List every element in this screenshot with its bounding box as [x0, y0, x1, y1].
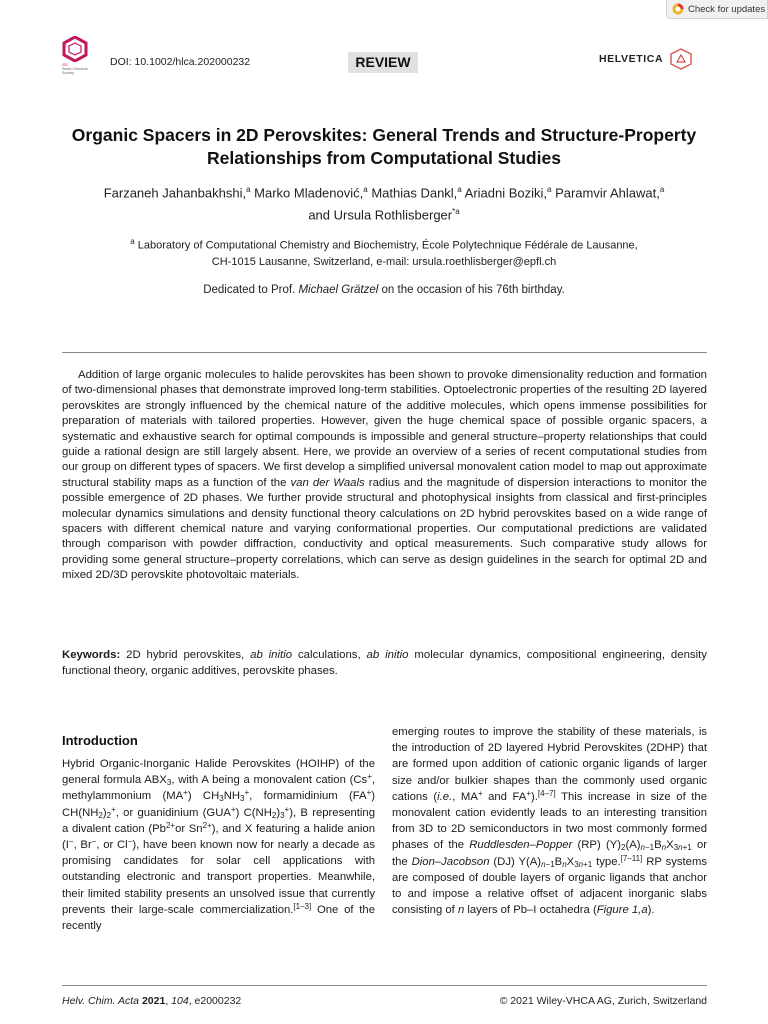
journal-logo [599, 48, 693, 70]
author-line-2 [50, 202, 718, 224]
footer-copyright: © 2021 Wiley-VHCA AG, Zurich, Switzerland [499, 995, 707, 1007]
keywords-label: Keywords: [62, 649, 121, 661]
article-title: Organic Spacers in 2D Perovskites: General Trends and Structure-Property Relationships from Computational Studies [71, 125, 697, 168]
affiliation-marker: a [130, 237, 135, 246]
keyword-italic: ab initio [366, 649, 409, 661]
author-name: Farzaneh Jahanbakhshi, [103, 185, 247, 201]
dedication-name: Michael Grätzel [298, 284, 379, 296]
author-name: Marko Mladenović, [250, 185, 364, 201]
dedication-text: Dedicated to Prof. [203, 284, 299, 296]
abstract-text: radius and the magnitude of dispersion interactions to monitor the possible emergence of 2D phases. We further provide structural and photophysical insights from classical and first-principles molecular dynamics simulations and density functional theory calculations on 2D hybrid perovskites based on a wide range of spacers with different chemical nature and varying conformational properties. Our computational predictions are validated through comparison with powder diffraction, conductivity and optical measurements. Such comparative study allows for providing some general structure–property correlations, which can serve as design guidelines in the search for optimal 2D and mixed 2D/3D perovskite photovoltaic materials. [62, 476, 707, 582]
affiliation-marker: a [246, 185, 251, 194]
footer-volume: 104 [171, 995, 189, 1007]
affiliation-line-2: CH-1015 Lausanne, Switzerland, e-mail: ursula.roethlisberger@epfl.ch [211, 255, 557, 268]
body-column-right: emerging routes to improve the stability of these materials, is the introduction of 2D layered Hybrid Perovskites (2DHP) that are formed upon addition of cationic organic ligands of larger size and/or bulkier shapes than the commonly used organic cations (i.e., MA+ and FA+).[4–7] This increase in size of the monovalent cation evidently leads to an interesting transition from 3D to 2D semiconductors in two most commonly formed phases of the Ruddlesden–Popper (RP) $(Y)_2(A)_{n-1}B_nX_{3n+1}$ or the Dion–Jacobson (DJ) $Y(A)_{n-1}B_nX_{3n+1}$ type.[7–11] RP systems are composed of double layers of organic ligands that anchor to and impose a relative offset of adjacent inorganic slabs consisting of n layers of Pb–I octahedra (Figure 1,a). [392, 726, 708, 917]
affiliation-marker: a [363, 185, 368, 194]
affiliation [80, 234, 688, 270]
affiliation-marker: a [547, 185, 552, 194]
affiliation-marker: a [457, 185, 462, 194]
footer-article: e2000232 [194, 995, 242, 1007]
keywords [62, 647, 707, 679]
affiliation-line-1: Laboratory of Computational Chemistry and Biochemistry, École Polytechnique Fédérale de Lausanne, [137, 239, 638, 252]
affiliation-marker: *a [452, 207, 460, 217]
hexagon-logo-icon [62, 36, 88, 62]
author-name: Mathias Dankl, [367, 185, 458, 201]
author-name: Paramvir Ahlawat, [551, 185, 660, 201]
check-for-updates-button[interactable] [666, 0, 768, 19]
author-list [50, 180, 718, 225]
divider [62, 352, 707, 353]
keyword-text: calculations, [292, 649, 367, 661]
section-badge: REVIEW [348, 52, 418, 73]
keyword-text: 2D hybrid perovskites, [120, 649, 251, 661]
section-heading-introduction: Introduction [62, 733, 138, 748]
affiliation-marker: a [659, 185, 665, 194]
author-line-1 [50, 180, 718, 202]
abstract-italic: van der Waals [290, 476, 365, 489]
author-name: and Ursula Rothlisberger [308, 207, 453, 223]
journal-name: HELVETICA [599, 53, 664, 65]
doi-text: DOI: 10.1002/hlca.202000232 [110, 56, 251, 68]
abstract [62, 368, 707, 584]
keyword-text: molecular dynamics, compositional engineering, density functional theory, organic additives, perovskite phases. [62, 649, 707, 677]
footer-journal: Helv. Chim. Acta [62, 995, 140, 1007]
footer-citation: Helv. Chim. Acta 2021, 104, e2000232 [62, 995, 242, 1007]
helvetica-emblem-icon [669, 48, 693, 70]
body-column-left: Hybrid Organic-Inorganic Halide Perovskites (HOIHP) of the general formula $ABX_3$, with A being a monovalent cation (Cs+, methylammonium (MA+) $CH_3NH_3^+$, formamidinium (FA+) $CH(NH_2)_2^+$, or guanidinium (GUA+) $C(NH_2)_3^+$), B representing a divalent cation ($Pb^{2+}or$ $Sn^{2+}$), and X featuring a halide anion (I−, Br−, or Cl−), have been known now for nearly a decade as promising candidates for solar cell applications with outstanding electronic and transport properties. Meanwhile, their limited stability presents an unsolved issue that currently prevents their large-scale commercialization.[1–3] One of the recently [62, 758, 376, 933]
author-name: Ariadni Boziki, [461, 185, 548, 201]
dedication-text: on the occasion of his 76th birthday. [378, 284, 565, 296]
crossmark-icon [672, 3, 684, 15]
footer-divider [62, 985, 707, 986]
society-logo [62, 36, 92, 86]
dedication [80, 284, 688, 296]
footer-year: 2021 [141, 995, 166, 1007]
society-name: ISS Swiss Chemical Society [62, 63, 88, 75]
keyword-italic: ab initio [250, 649, 293, 661]
abstract-text: Addition of large organic molecules to halide perovskites has been shown to provoke dimensionality reduction and formation of two-dimensional phases that demonstrate improved long-term stabilities. Optoelectronic properties of the resulting 2D layered perovskites are strongly influenced by the chemical nature of the additive molecules, which opens immense possibilities for preparation of materials with tailored properties. However, given the huge chemical space of possible organic spacers, a systematic and exhaustive search for optimal compounds is impossible and general structure–property relationships that could guide a rational design are still largely absent. Here, we provide an overview of a series of recent computational studies from our group on different types of spacers. We first develop a simplified universal monovalent cation model to map out approximate structural stability maps as a function of the [62, 369, 707, 489]
check-for-updates-label: Check for updates [688, 3, 766, 15]
